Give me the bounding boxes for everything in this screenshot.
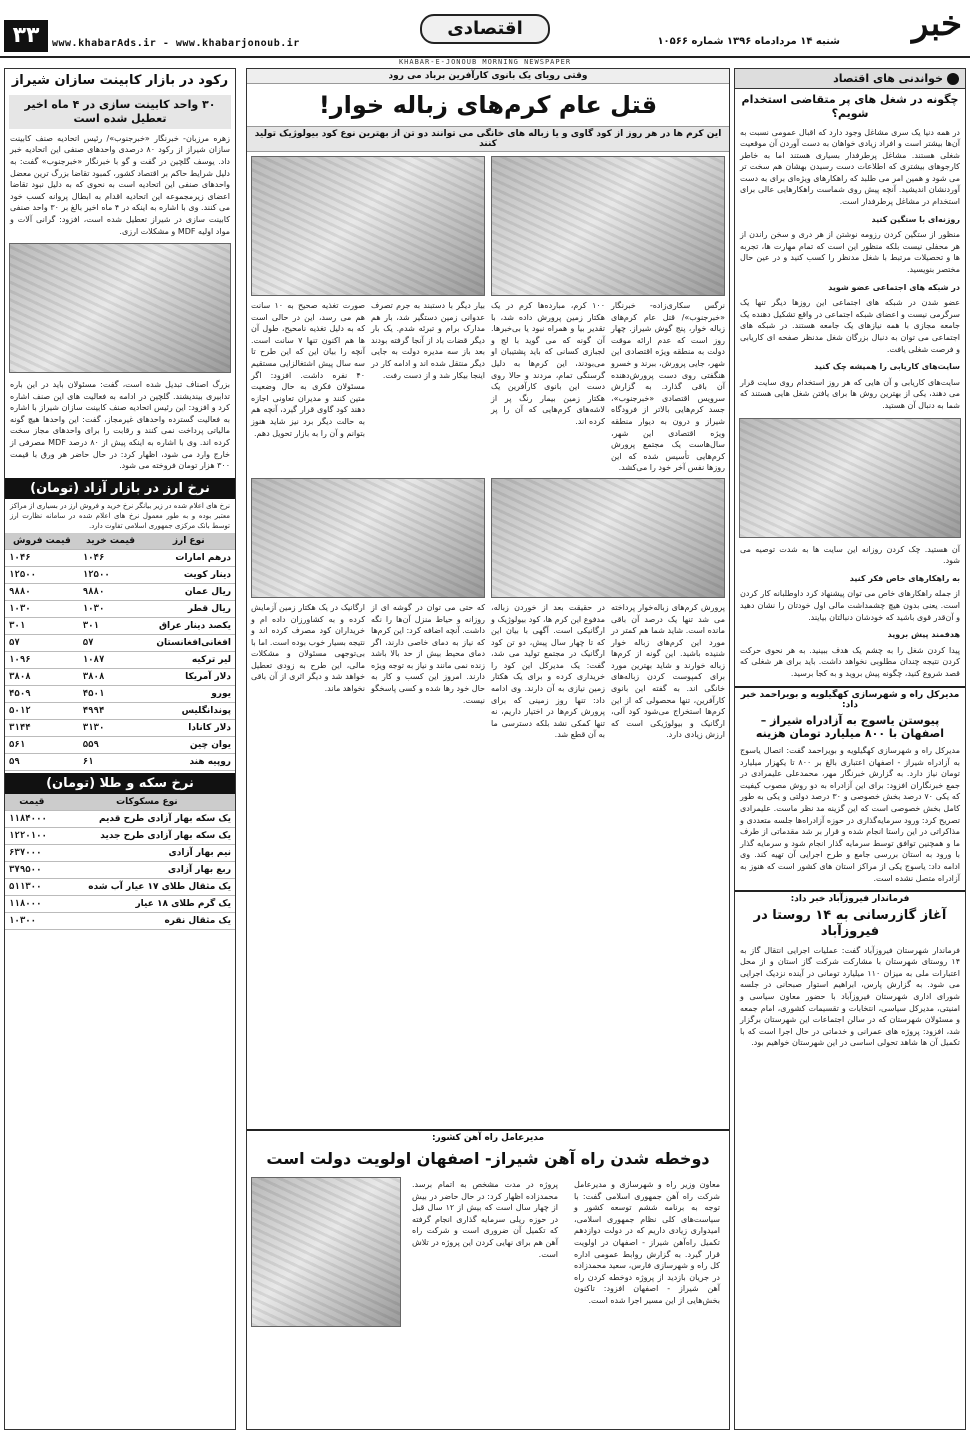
job-search-illustration (739, 418, 961, 538)
table-cell: یک سکه بهار آزادی طرح جدید (59, 828, 235, 845)
table-cell: ۱۱۸۴۰۰۰ (5, 811, 59, 828)
kicker: مدیرعامل راه آهن کشور: (431, 1133, 545, 1143)
deck: ۳۰ واحد کابینت سازی در ۴ ماه اخیر تعطیل شده است (9, 95, 231, 129)
currency-note: نرخ های اعلام شده در زیر بیانگر نرخ خرید و فروش ارز در بسیاری از مراکز معتبر بوده و به طور معمول نرخ های اعلام شده در سامانه نظارت ارز توسط بانک مرکزی جمهوری اسلامی تفاوت دارد. (10, 501, 230, 531)
headline: چگونه در شغل های پر متقاضی استخدام شویم؟ (741, 93, 959, 120)
subheading: هدفمند پیش بروید (887, 630, 960, 640)
kicker: مدیرکل راه و شهرسازی کهگیلویه و بویراحمد خبر داد: (740, 689, 960, 710)
headline: دوخطه شدن راه آهن شیراز- اصفهان اولویت دولت است (266, 1149, 710, 1168)
table-row (5, 811, 235, 828)
table-cell: ریال عمان (142, 584, 235, 601)
table-cell: ۳۸۰۸ (79, 669, 143, 686)
currency-table-title: نرخ ارز در بازار آزاد (تومان) (5, 478, 235, 499)
table-cell: نیم بهار آزادی (59, 845, 235, 862)
table-row (5, 686, 235, 703)
table-cell: ۱۲۵۰۰ (79, 567, 143, 584)
table-cell: ۱۰۳۰۰ (5, 913, 59, 930)
table-row (5, 754, 235, 771)
coin-table-title: نرخ سکه و طلا (تومان) (5, 773, 235, 794)
table-cell: ۵۱۱۳۰۰ (5, 879, 59, 896)
article-body: صورت تغذیه صحیح به ۱۰ سانت هم می رسد، این در حالی است که به دلیل تغذیه نامحیح، طول آن ها هم اکنون تنها ۷ سانت است. آنچه را بیان این که این طرح تا سه سال پیش اشتغالزایی مستقیم ۴۰ نفره داشت. افزود: اگر مسئولان فکری به حال وضعیت متین کنند و مدیران تعاونی اجازه دهند کود گاوی قرار گیرد، آنچه هم به حالت دیگر برد نیز شاید هنوز بتوانم و آن را به بازار تحویل دهم. (251, 301, 366, 438)
table-row (5, 567, 235, 584)
table-cell: دینار کویت (142, 567, 235, 584)
table-cell: یکصد دینار عراق (142, 618, 235, 635)
subheading: به راهکارهای خاص فکر کنید (849, 573, 960, 583)
table-cell: ۱۰۸۷ (79, 652, 143, 669)
deck: این کرم ها در هر روز از کود گاوی و یا زباله های خانگی می توانند دو تن از بهترین نوع کود بیولوژیک تولید کنند (247, 126, 729, 152)
col-header: نوع مسکوکات (59, 794, 235, 811)
table-cell: ۴۵۰۹ (5, 686, 79, 703)
table-row (5, 913, 235, 930)
table-cell: ۱۲۵۰۰ (5, 567, 79, 584)
center-column (246, 68, 730, 1430)
article-body: از جمله راهکارهای خاص می توان پیشنهاد کرد داوطلبانه کار کردن است. یعنی بدون هیچ چشمداشت مالی اول خودتان را نشان دهید و آن‌قدر قوی باشید که خودشان دنبالتان بیایند. (740, 589, 960, 622)
table-cell: ۹۸۸۰ (79, 584, 143, 601)
table-row (5, 669, 235, 686)
table-cell: افغانی‌افغانستان (142, 635, 235, 652)
train-photo (251, 1177, 401, 1327)
newspaper-logo: خبر (911, 4, 962, 44)
table-cell: ریال قطر (142, 601, 235, 618)
table-cell: ۳۱۴۴ (5, 720, 79, 737)
article-body: آن هستید. چک کردن روزانه این سایت ها به شدت توصیه می شود. (740, 544, 960, 566)
table-cell: روپیه هند (142, 754, 235, 771)
table-cell: ۴۹۹۴ (79, 703, 143, 720)
table-cell: ۵۹ (5, 754, 79, 771)
article-body: ارگانیک در یک هکتار زمین آزمایش کرده و به کشاورزان داده ام و خریداران کود مصرف کرده اند و نتیجه بسیار خوب بوده است. اما با بی‌توجهی مسئولان و مشکلات مالی، این طرح به زودی تعطیل خواهد شد و دیگر اثری از آن باقی نخواهد ماند. (251, 602, 365, 694)
article-body: فرماندار شهرستان فیروزآباد گفت: عملیات اجرایی انتقال گاز به ۱۴ روستای شهرستان با مشارکت شرکت گاز استان و از محل اعتبارات ملی به میزان ۱۱۰ میلیارد تومانی در آینده نزدیک اجرایی می شود. به گزارش پارس، ابراهیم استوار صبحانی در جلسه شورای اداری شهرستان فیروزآباد با حضور معاون سیاسی و امنیتی، مدیرکل سیاسی، انتخابات و تقسیمات کشوری، امام جمعه و مسئولان شهرستان که در سالن اجتماعات این شهرستان برگزار شد، افزود: پروژه های عمرانی و خدماتی در حال اجرا است که با تکمیل آن ها شاهد تحولی اساسی در این شهرستان خواهیم بود. (740, 945, 961, 1048)
table-cell: ۳۰۱ (5, 618, 79, 635)
table-row (5, 720, 235, 737)
table-row (5, 737, 235, 754)
table-row (5, 652, 235, 669)
table-cell: ۱۱۸۰۰۰ (5, 896, 59, 913)
table-cell: ۳۰۱ (79, 618, 143, 635)
article-body: در حقیقت بعد از خوردن زباله، مدفوع این کرم ها، کود بیولوژیک و ارگانیکی است. آگهی با بیان این که تا چهار سال پیش، دو تن کود ارگانیک در مجتمع تولید می شد، گفت: یک مدیرکل این کود را خریداری کرده و برای یک هکتار زمین نیازی به آن دارند. وی ادامه داد: تنها روز زمینی که برای پرورش کرم‌ها در اختیار داریم، نه تنها کمکی نشد بلکه دسترسی ما به آن قطع شد. (491, 602, 605, 740)
headline: پیوستن یاسوج به آزادراه شیراز – اصفهان با ۸۰۰ میلیارد تومان هزینه (755, 713, 945, 741)
table-cell: دلار آمریکا (142, 669, 235, 686)
fertilizer-bags-photo (491, 478, 725, 598)
table-cell: ۱۰۹۶ (5, 652, 79, 669)
table-cell: ۵۶۱ (5, 737, 79, 754)
tagline: KHABAR-E-JONOUB MORNING NEWSPAPER (398, 58, 572, 66)
table-row (5, 703, 235, 720)
table-cell: ۶۳۷۰۰۰ (5, 845, 59, 862)
table-cell: یک مثقال نقره (59, 913, 235, 930)
subheading: سایت‌های کاریابی را همیشه چک کنید (814, 362, 960, 372)
article-body: پروژه در مدت مشخص به اتمام برسد. محمدزاده اظهار کرد: در حال حاضر در بیش از چهار سال است که بیش از ۱۲ سال قبل در حوزه ریلی سرمایه گذاری انجام گرفته که تکمیل آن ضروری است و شرکت راه آهن هم برای نهایی کردن این پروژه در تلاش است. (412, 1180, 558, 1259)
article-body: که حتی می توان در گوشه ای از روزانه و حیاط منزل آن‌ها را نگه داشت. آنچه اضافه کرد: این کرم‌ها که نیاز به دمای خاصی دارند، اگر دمای محیط بیش از حد بالا باشد زنده نمی مانند و نیاز به توجه ویژه دارند. امروز این کسب و کار به حال خود رها شده و کسی پاسخگو نیست. (371, 602, 485, 705)
table-cell: ۳۱۳۰ (79, 720, 143, 737)
table-row (5, 550, 235, 567)
table-row (5, 845, 235, 862)
table-cell: پوند‌انگلیس (142, 703, 235, 720)
article-body: پرورش کرم‌های زباله‌خوار پرداخته می شد تنها یک درصد آن باقی مانده است. شاید شما هم کمتر در مورد این کرم‌های زباله خوار شنیده باشید. این گونه از کرم‌ها زباله خوارند و شاید بهترین مورد برای کمپوست کردن زباله‌های خانگی اند. به گفته این بانوی کارآفرین، تنها محصولی که از این کرم‌ها استخراج می‌شود کود آلی، ارگانیک و بیولوژیکی است که ارزش زیادی دارد. (611, 602, 725, 740)
table-cell: ۱۰۴۶ (79, 550, 143, 567)
table-row (5, 635, 235, 652)
article-body: در همه دنیا یک سری مشاغل وجود دارد که اقبال عمومی نسبت به آن‌ها بیشتر است و افراد زیادی خواهان به دست آوردن آن موقعیت شغلی هستند. مشاغل پرطرفدار بسیاری هستند اما به خاطر کارجوهای بیشتری که اطلاعات دست رسیدن بهشان هم سخت تر می شود و همین امر می طلبد که راهکارهای ویژه‌ای برای به دست آوردنشان اندیشید. آنچه پیش روی شماست راهکارهایی عالی برای استخدام در مشاغل پرطرفدار است. (740, 127, 960, 207)
kicker: وقتی رویای یک بانوی کارآفرین برباد می رود (247, 69, 729, 84)
economy-box-header: خواندنی های اقتصاد (735, 69, 965, 89)
table-cell: ۳۸۰۸ (5, 669, 79, 686)
article-body: معاون وزیر راه و شهرسازی و مدیرعامل شرکت راه آهن جمهوری اسلامی گفت: با توجه به برنامه ششم توسعه کشور و سیاست‌های کلی نظام جمهوری اسلامی، امیدواری زیادی داریم که در دولت دوازدهم تکمیل راه‌آهن شیراز - اصفهان در اولویت قرار گیرد. به گزارش روابط عمومی اداره کل راه و شهرسازی فارس، سعید محمدزاده در جریان بازدید از پروژه دوخطه کردن راه آهن شیراز - اصفهان افزود: تاکنون بخش‌هایی از این مسیر اجرا شده است. (574, 1180, 720, 1305)
col-header: قیمت (5, 794, 59, 811)
table-cell: ۳۷۹۵۰۰ (5, 862, 59, 879)
table-row (5, 584, 235, 601)
table-cell: ربع بهار آزادی (59, 862, 235, 879)
table-cell: ۱۰۳۰ (79, 601, 143, 618)
left-column (4, 68, 236, 1430)
headline: رکود در بازار کابینت سازان شیراز (11, 73, 229, 88)
table-cell: ۶۱ (79, 754, 143, 771)
page-number: ۳۳ (4, 20, 48, 52)
table-cell: ۵۰۱۲ (5, 703, 79, 720)
table-cell: درهم امارات (142, 550, 235, 567)
article-body: منظور از ستگین کردن رزومه نوشتن از هر دری و سخن راندن از هر محفلی نیست بلکه منظور این است که تمام مهارت ها، تجربه ها و تحصیلات مرتبط با شغل مدنظر را کسب کنید و در عین حال مختصر بنویسید. (740, 230, 960, 275)
coin-table (5, 794, 235, 930)
table-row (5, 618, 235, 635)
table-cell: یک سکه بهار آزادی طرح قدیم (59, 811, 235, 828)
woman-holding-worms-photo (491, 156, 725, 296)
table-cell: دلار کانادا (142, 720, 235, 737)
section-title: اقتصادی (420, 14, 550, 44)
article-body: بزرگ اصناف تبدیل شده است، گفت: مسئولان باید در این باره تدابیری بیندیشند. گلچین در ادامه به فعالیت های این صنف اشاره کرد و افزود: این رئیس اتحادیه صنف کابینت سازان شیراز با اشاره به فعالیت گسترده واحدهای غیرمجاز، گفت: این واحدها هیچ گونه مالیاتی پرداخت نمی کنند و رقابت را برای واحدهای مجاز سخت کرده اند. وی با اشاره به اینکه پیش از ۸۰ درصد MDF مصرفی از خارج وارد می شود، اظهار کرد: در حال حاضر هر ورق با قیمت ۳۰۰ هزار تومان فروخته می شود. (10, 380, 230, 471)
table-cell: ۵۷ (79, 635, 143, 652)
currency-table (5, 533, 235, 771)
table-row (5, 879, 235, 896)
article-body: مدیرکل راه و شهرسازی کهگیلویه و بویراحمد گفت: اتصال یاسوج به آزادراه شیراز - اصفهان اعتباری بالغ بر ۸۰۰ تا یکهزار میلیارد تومان نیاز دارد. به گزارش خبرنگار مهر، محمدعلی علیمرادی در جمع خبرنگاران افزود: برای این آزادراه به دو روش مصوب کیفیت که یکی ۷۰ درصد بخش خصوصی و ۳۰ درصد دولتی و یکی به طور کامل بخش خصوصی است که این گزینه مد نظر ماست. علیمرادی تصریح کرد: ورود سرمایه‌گذاری در حوزه آزادراه‌ها جلسه متعددی و مذاکراتی در این راستا انجام شده و قرار بر شد مقدماتی از طرف ما و همچنین توافق توسط سرمایه گذار انجام شود و سرمایه گذار با ورود به استان بررسی جامع و طرح اجرایی آن تهیه کند. وی ادامه داد: یاسوج یکی از مراکز استان های کشور است که هنوز به آزادراه متصل نشده است. (740, 746, 960, 883)
article-body: پیدا کردن شغل را به چشم یک هدف ببینید. به هر نحوی حرکت کردن نتیجه چندان مطلوبی نخواهد داشت. باید برای هر شغلی که قصد شروع کنید، چگونه پیش بروید و به کجا برسید. (740, 645, 960, 678)
col-header: قیمت خرید (79, 533, 143, 550)
table-cell: ۱۲۲۰۱۰۰ (5, 828, 59, 845)
headline: آغاز گازرسانی به ۱۴ روستا در فیروزآباد (753, 908, 947, 940)
main-headline: قتل عام کرم‌های زباله خوار! (318, 91, 658, 119)
subheading: روزنه‌ای با ستگین کنید (871, 214, 960, 224)
col-header: قیمت فروش (5, 533, 79, 550)
article-body: بیار دیگر با دستبند به جرم تصرف عدوانی زمین دستگیر شد، بار هم مدارک برام و تبرئه شدم. یک بار دیگر قضات باد از آنجا گرفته بودند بعد باز سه مدیره دولت به جایی دیگر منتقل شده اند و ادامه کار در اینجا بیکار شد و از دست رفت. (371, 301, 485, 380)
issue-date: شنبه ۱۴ مردادماه ۱۳۹۶ شماره ۱۰۵۶۶ (657, 36, 840, 47)
table-row (5, 896, 235, 913)
masthead (0, 0, 970, 58)
table-cell: ۴۵۰۱ (79, 686, 143, 703)
table-row (5, 862, 235, 879)
table-row (5, 601, 235, 618)
table-cell: ۵۷ (5, 635, 79, 652)
website-url[interactable]: www.khabarAds.ir - www.khabarjonoub.ir (52, 38, 300, 49)
right-column (734, 68, 966, 1430)
table-cell: ۱۰۳۰ (5, 601, 79, 618)
table-cell: لیر ترکیه (142, 652, 235, 669)
sifting-machine-photo (251, 478, 485, 598)
kitchen-cabinet-photo (9, 243, 231, 373)
table-cell: یورو (142, 686, 235, 703)
railway-article (247, 1129, 729, 1430)
kicker: فرماندار فیروزآباد خبر داد: (790, 894, 910, 905)
table-cell: ۵۵۹ (79, 737, 143, 754)
straw-compost-photo (251, 156, 485, 296)
article-body: عضو شدن در شبکه های اجتماعی این روزها دیگر تنها یک سرگرمی نیست و اعضای شبکه اجتماعی در واقع تشکیل دهنده یک جامعه مجازی با همه نیازهای یک جامعه هستند. در شبکه های اجتماعی می توان به دنبال بزرگان شغل مدنظر صفحه ای کاریابی و فرصت شغلی یافت. (740, 298, 960, 354)
table-cell: یک مثقال طلای ۱۷ عیار آب شده (59, 879, 235, 896)
article-body: سایت‌های کاریابی و آن هایی که هر روز استخدام روی سایت قرار می دهند، یکی از بهترین روش ها برای یافتن شغل هایی هستند که شما به دنبال آن هستید. (740, 377, 960, 410)
table-cell: ۱۰۴۶ (5, 550, 79, 567)
info-icon (947, 73, 959, 85)
article-body: زهره مرزبان- خبرنگار «خبرجنوب»/ رئیس اتحادیه صنف کابینت سازان شیراز از رکود ۸۰ درصدی واحدهای صنفی این اتحادیه خبر داد. یوسف گلچین در گفت و گو با خبرنگار «خبرجنوب» گفت: به دلیل شرایط حاکم بر اقتصاد کشور، کمبود تقاضا بزرگ ترین معضل واحدهای صنفی این اتحادیه است به نحوی که به دلیل نبود تقاضا اعضای زیرمجموعه این اتحادیه اقدام به ابطال پروانه کسب خود می کنند. وی با اشاره به اینکه در ۴ ماه اخیر بالغ بر ۳۰ واحد صنفی کابینت سازی در شیراز تعطیل شده است، افزود: گرانی آلات و مواد اولیه MDF و مشکلات ارزی. (10, 133, 231, 236)
col-header: نوع ارز (142, 533, 235, 550)
table-row (5, 828, 235, 845)
subheading: در شبکه های اجتماعی عضو شوید (828, 282, 960, 292)
article-body: ۱۰۰ کرم، مبارده‌ها کرم در یک هکتار زمین پرورش داده شد، با تقدیر بیا و همراه نبود یا بی‌خبرها. آن گونه که می گوید با لج و لجبازی کسانی که باید پشتیبان او می‌بودند، این کرم‌ها به دلیل گرسنگی تمام، مردند و حالا روی دست این بانوی کارآفرین یک هکتار زمین بیمار رنگ پر از لاشه‌های کرم‌هایی که آن را پر کرده اند. (491, 301, 605, 426)
table-cell: یوان چین (142, 737, 235, 754)
table-cell: یک گرم طلای ۱۸ عیار (59, 896, 235, 913)
article-body: نرگس سکاری‌زاده- خبرنگار «خبرجنوب»/ قتل عام کرم‌های زباله خوار، پنج گوش شیراز. چهار روز است که عدم ارائه موقت دولت به منطقه ویژه اقتصادی این شهر، جایی پرورش، ببرند و خسرو هنگفتی روی دست پرورش‌دهنده آن باقی گذارد. به گزارش سرویس اقتصادی «خبرجنوب»، جسد کرم‌هایی بالاتر از فرودگاه شیراز و درون به دیوار منطقه ویژه اقتصادی این شهر، سال‌هاست یک مجتمع پرورش کرم‌هایی تأسیس شده که این روزها نفس آخر خود را می‌کشد. (611, 301, 725, 473)
table-cell: ۹۸۸۰ (5, 584, 79, 601)
